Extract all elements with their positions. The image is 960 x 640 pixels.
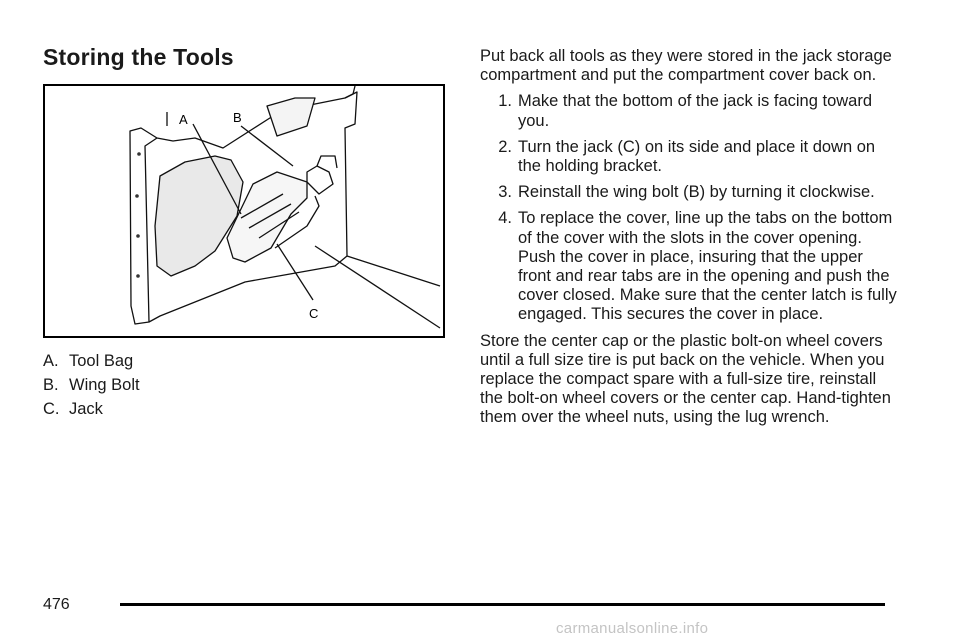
step-number: 2. <box>498 137 512 156</box>
tool-storage-illustration <box>43 84 445 338</box>
instructions-column <box>480 47 900 435</box>
caption-key: A. <box>43 352 59 370</box>
step-item <box>480 138 900 176</box>
caption-text: Jack <box>69 400 103 418</box>
caption-item <box>43 398 423 420</box>
watermark: carmanualsonline.info <box>556 620 709 637</box>
cover-flap <box>267 98 315 136</box>
step-text: To replace the cover, line up the tabs on the bottom of the cover with the slots in the cover opening. Push the cover in place, insuring that the upper front and rear tabs are in the opening and push the cover closed. Make sure that the center latch is fully engaged. This secures the cover in place. <box>518 209 897 324</box>
step-text: Make that the bottom of the jack is facing toward you. <box>518 92 873 130</box>
figure-captions <box>43 350 423 422</box>
caption-key: B. <box>43 376 59 394</box>
callout-a: A <box>179 112 188 127</box>
step-number: 3. <box>498 183 512 202</box>
footer-rule <box>120 603 885 606</box>
intro-paragraph: Put back all tools as they were stored in the jack storage compartment and put the compartment cover back on. <box>480 47 892 85</box>
caption-item <box>43 374 423 396</box>
caption-item <box>43 350 423 372</box>
floor-line <box>347 256 440 286</box>
callout-b: B <box>233 110 242 125</box>
tool-bag <box>155 156 243 276</box>
steps-list <box>480 92 900 324</box>
closing-paragraph: Store the center cap or the plastic bolt-on wheel covers until a full size tire is put back on the vehicle. When you replace the compact spare with a full-size tire, reinstall the bolt-on wheel covers or the center cap. Hand-tighten them over the wheel nuts, using the lug wrench. <box>480 331 891 427</box>
rear-panel <box>345 86 355 98</box>
step-item <box>480 92 900 130</box>
wing-bolt <box>307 166 333 194</box>
step-text: Reinstall the wing bolt (B) by turning it clockwise. <box>518 183 875 202</box>
step-item <box>480 183 900 202</box>
step-number: 1. <box>498 92 512 111</box>
section-title: Storing the Tools <box>43 44 234 70</box>
leader-c <box>277 244 313 300</box>
step-number: 4. <box>498 209 512 228</box>
step-item <box>480 209 900 324</box>
caption-text: Wing Bolt <box>69 376 140 394</box>
floor-line-2 <box>315 246 440 328</box>
page-number: 476 <box>43 596 70 613</box>
callout-c: C <box>309 306 319 321</box>
caption-text: Tool Bag <box>69 352 134 370</box>
step-text: Turn the jack (C) on its side and place it down on the holding bracket. <box>518 137 876 176</box>
caption-key: C. <box>43 400 60 418</box>
